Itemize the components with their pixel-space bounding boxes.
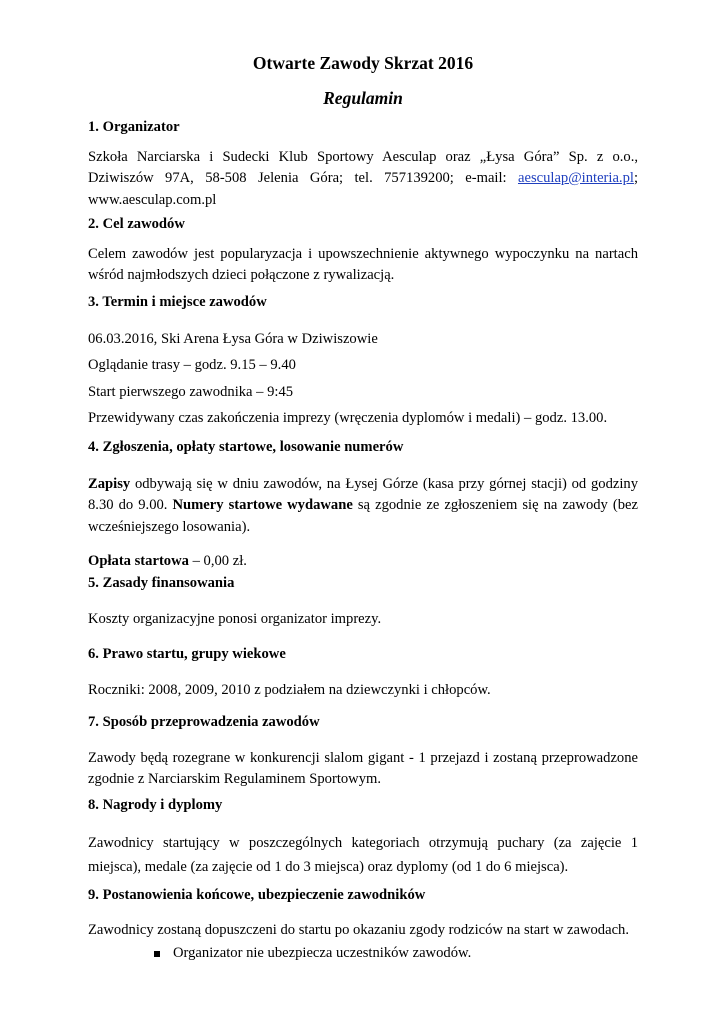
schedule-date: 06.03.2016, Ski Arena Łysa Góra w Dziwiszowie <box>88 330 378 347</box>
section-heading: 2. Cel zawodów <box>88 216 185 232</box>
document-subtitle: Regulamin <box>323 88 403 108</box>
registration-text <box>88 474 638 539</box>
zapisy-text: odbywają się w dniu zawodów, na Łysej Górze (kasa przy górnej stacji) od godziny 8.30 do 9.00. <box>88 475 638 513</box>
section-awards <box>88 795 638 879</box>
section-heading: 7. Sposób przeprowadzenia zawodów <box>88 714 320 730</box>
document-title: Otwarte Zawody Skrzat 2016 <box>252 53 474 73</box>
eligibility-text: Roczniki: 2008, 2009, 2010 z podziałem na dziewczynki i chłopców. <box>88 681 491 698</box>
organizer-website: www.aesculap.com.pl <box>88 191 217 208</box>
final-text: Zawodnicy zostaną dopuszczeni do startu po okazaniu zgody rodziców na start w zawodach. <box>88 921 629 938</box>
fee-text <box>88 551 638 573</box>
section-final <box>88 885 638 965</box>
list-item-text: Organizator nie ubezpiecza uczestników zawodów. <box>173 945 472 961</box>
section-schedule <box>88 292 638 430</box>
fee-label: Opłata startowa <box>88 553 189 569</box>
organizer-sep: ; <box>633 170 638 186</box>
numery-text: są zgodnie ze zgłoszeniem się na zawody (bez wcześniejszego losowania). <box>88 497 638 535</box>
section-eligibility <box>88 644 638 701</box>
organizer-address: Dziwiszów 97A, 58-508 Jelenia Góra; tel. 757139200; e-mail: <box>88 170 518 186</box>
email-link[interactable]: aesculap@interia.pl <box>517 170 634 186</box>
zapisy-label: Zapisy <box>88 475 131 492</box>
schedule-end: Przewidywany czas zakończenia imprezy (wręczenia dyplomów i medali) – godz. 13.00. <box>88 410 608 426</box>
list-item <box>88 943 638 965</box>
format-text: Zawody będą rozegrane w konkurencji slalom gigant - 1 przejazd i zostaną przeprowadzone zgodnie z Narciarskim Regulaminem Sportowym. <box>88 749 638 787</box>
goal-text: Celem zawodów jest popularyzacja i upowszechnienie aktywnego wypoczynku na nartach wśród najmłodszych dzieci połączone z rywalizacją. <box>88 245 638 283</box>
section-heading: 1. Organizator <box>88 119 180 135</box>
numery-label: Numery startowe wydawane <box>172 497 353 513</box>
square-bullet-icon <box>154 951 160 957</box>
organizer-line-2 <box>88 168 638 190</box>
organizer-line-1: Szkoła Narciarska i Sudecki Klub Sportowy Aesculap oraz „Łysa Góra” Sp. z o.o., <box>88 148 638 165</box>
fee-value: – 0,00 zł. <box>188 553 247 569</box>
section-heading: 4. Zgłoszenia, opłaty startowe, losowanie numerów <box>88 439 404 455</box>
section-heading: 3. Termin i miejsce zawodów <box>88 294 267 310</box>
section-format <box>88 712 638 791</box>
section-registration <box>88 437 638 573</box>
section-heading: 9. Postanowienia końcowe, ubezpieczenie zawodników <box>88 887 426 903</box>
financing-text: Koszty organizacyjne ponosi organizator imprezy. <box>88 610 382 627</box>
schedule-start: Start pierwszego zawodnika – 9:45 <box>88 383 294 400</box>
awards-text: Zawodnicy startujący w poszczególnych kategoriach otrzymują puchary (za zajęcie 1 miejsca), medale (za zajęcie od 1 do 3 miejsca) oraz dyplomy (od 1 do 6 miejsca). <box>88 834 638 875</box>
section-financing <box>88 573 638 630</box>
section-heading: 8. Nagrody i dyplomy <box>88 797 223 813</box>
schedule-inspection: Oglądanie trasy – godz. 9.15 – 9.40 <box>88 357 296 373</box>
section-heading: 6. Prawo startu, grupy wiekowe <box>88 646 286 662</box>
section-goal <box>88 214 638 287</box>
section-organizer <box>88 117 638 211</box>
section-heading: 5. Zasady finansowania <box>88 575 235 591</box>
